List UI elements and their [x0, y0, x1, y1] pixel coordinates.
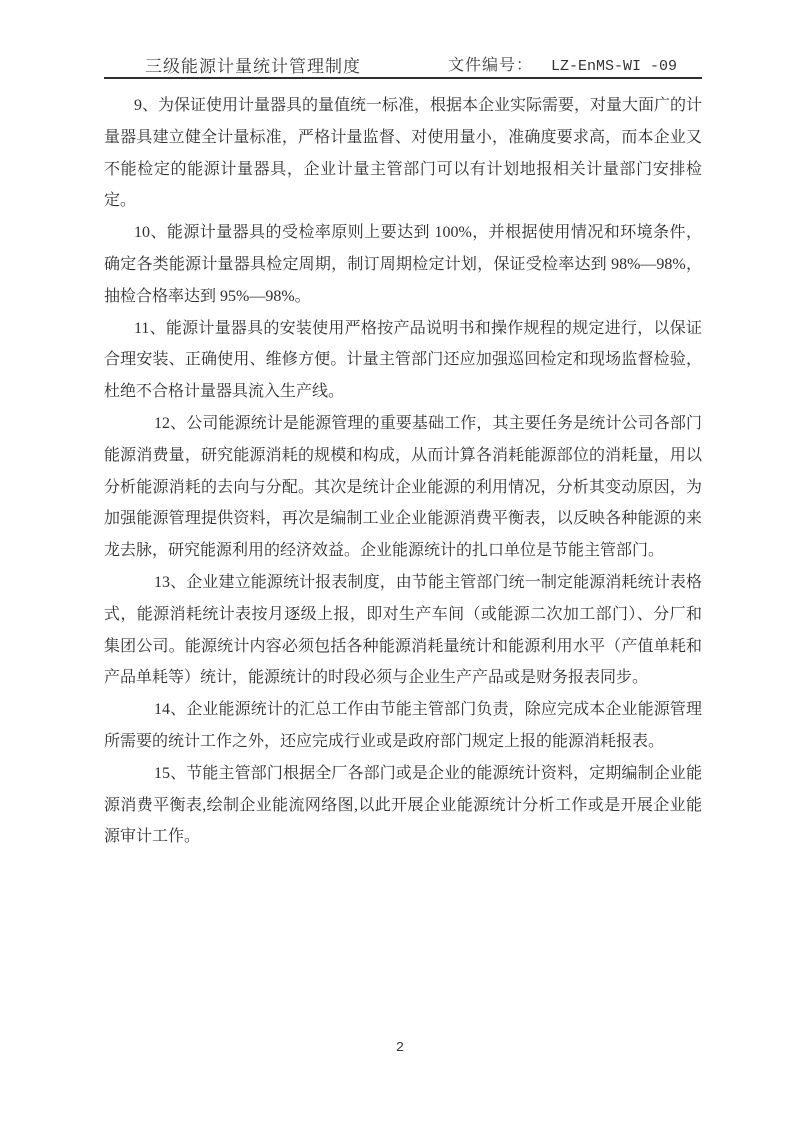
doc-number: [448, 52, 677, 75]
document-body: [104, 90, 702, 853]
paragraph-14: 14、企业能源统计的汇总工作由节能主管部门负责，除应完成本企业能源管理所需要的统计工作之外，还应完成行业或是政府部门规定上报的能源消耗报表。: [104, 701, 702, 750]
paragraph-15: 15、节能主管部门根据全厂各部门或是企业的能源统计资料，定期编制企业能源消费平衡表,绘制企业能流网络图,以此开展企业能源统计分析工作或是开展企业能源审计工作。: [104, 764, 702, 846]
page-header: [104, 50, 702, 79]
paragraph-9: 9、为保证使用计量器具的量值统一标准，根据本企业实际需要，对量大面广的计量器具建立健全计量标准，严格计量监督、对使用量小，准确度要求高，而本企业又不能检定的能源计量器具，企业计量主管部门可以有计划地报相关计量部门安排检定。: [104, 97, 703, 210]
document-title: 三级能源计量统计管理制度: [145, 57, 361, 76]
doc-number-value: LZ-EnMS-WI -09: [551, 58, 678, 75]
page-number: 2: [395, 1040, 405, 1056]
paragraph-13: 13、企业建立能源统计报表制度，由节能主管部门统一制定能源消耗统计表格式，能源消耗统计表按月逐级上报，即对生产车间（或能源二次加工部门）、分厂和集团公司。能源统计内容必须包括各种能源消耗量统计和能源利用水平（产值单耗和产品单耗等）统计，能源统计的时段必须与企业生产产品或是财务报表同步。: [104, 573, 702, 687]
paragraph-10: 10、能源计量器具的受检率原则上要达到 100%，并根据使用情况和环境条件，确定各类能源计量器具检定周期，制订周期检定计划，保证受检率达到 98%—98%，抽检合格率达到 95%—98%。: [104, 224, 702, 305]
doc-number-label: 文件编号：: [448, 57, 534, 74]
paragraph-12: 12、公司能源统计是能源管理的重要基础工作，其主要任务是统计公司各部门能源消费量，研究能源消耗的规模和构成，从而计算各消耗能源部位的消耗量，用以分析能源消耗的去向与分配。其次是统计企业能源的利用情况，分析其变动原因，为加强能源管理提供资料，再次是编制工业企业能源消费平衡表，以反映各种能源的来龙去脉，研究能源利用的经济效益。企业能源统计的扎口单位是节能主管部门。: [104, 414, 702, 560]
paragraph-11: 11、能源计量器具的安装使用严格按产品说明书和操作规程的规定进行，以保证合理安装、正确使用、维修方便。计量主管部门还应加强巡回检定和现场监督检验，杜绝不合格计量器具流入生产线。: [104, 319, 702, 401]
page-footer: [0, 1040, 800, 1056]
